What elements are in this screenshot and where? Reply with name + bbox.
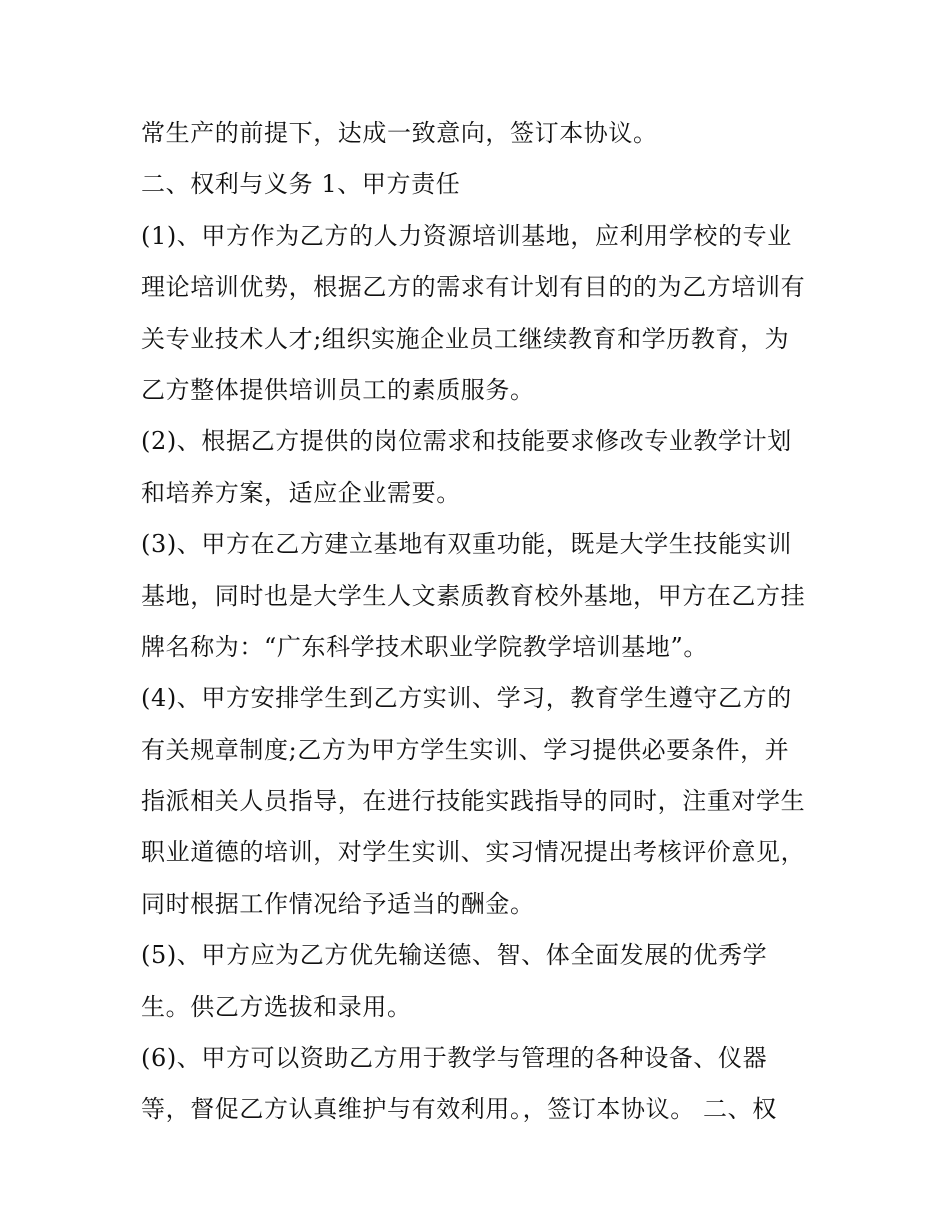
text-line: (2)、根据乙方提供的岗位需求和技能要求修改专业教学计划 <box>141 427 792 456</box>
text-line: 乙方整体提供培训员工的素质服务。 <box>141 375 535 404</box>
text-line: 生。供乙方选拔和录用。 <box>141 992 412 1021</box>
text-line: 有关规章制度;乙方为甲方学生实训、学习提供必要条件，并 <box>141 735 790 764</box>
text-line: 理论培训优势，根据乙方的需求有计划有目的的为乙方培训有 <box>141 273 806 302</box>
text-line: 关专业技术人才;组织实施企业员工继续教育和学历教育，为 <box>141 324 790 353</box>
text-line: 牌名称为：“广东科学技术职业学院教学培训基地”。 <box>141 632 708 661</box>
text-line: 和培养方案，适应企业需要。 <box>141 478 461 507</box>
text-line: (3)、甲方在乙方建立基地有双重功能，既是大学生技能实训 <box>141 530 792 559</box>
text-line: 职业道德的培训，对学生实训、实习情况提出考核评价意见， <box>141 838 806 867</box>
text-line: 等，督促乙方认真维护与有效利用。，签订本协议。 二、权 <box>141 1095 777 1124</box>
text-line: (5)、甲方应为乙方优先输送德、智、体全面发展的优秀学 <box>141 941 768 970</box>
text-line: (1)、甲方作为乙方的人力资源培训基地，应利用学校的专业 <box>141 221 792 250</box>
text-line: (6)、甲方可以资助乙方用于教学与管理的各种设备、仪器 <box>141 1044 768 1073</box>
text-line: 指派相关人员指导，在进行技能实践指导的同时，注重对学生 <box>141 787 806 816</box>
text-line: 常生产的前提下，达成一致意向，签订本协议。 <box>141 119 658 147</box>
document-body <box>141 108 831 1136</box>
text-line: 基地，同时也是大学生人文素质教育校外基地，甲方在乙方挂 <box>141 581 806 610</box>
section-heading: 二、权利与义务 1、甲方责任 <box>141 170 461 199</box>
text-line: (4)、甲方安排学生到乙方实训、学习，教育学生遵守乙方的 <box>141 684 792 713</box>
text-line: 同时根据工作情况给予适当的酬金。 <box>141 889 535 918</box>
